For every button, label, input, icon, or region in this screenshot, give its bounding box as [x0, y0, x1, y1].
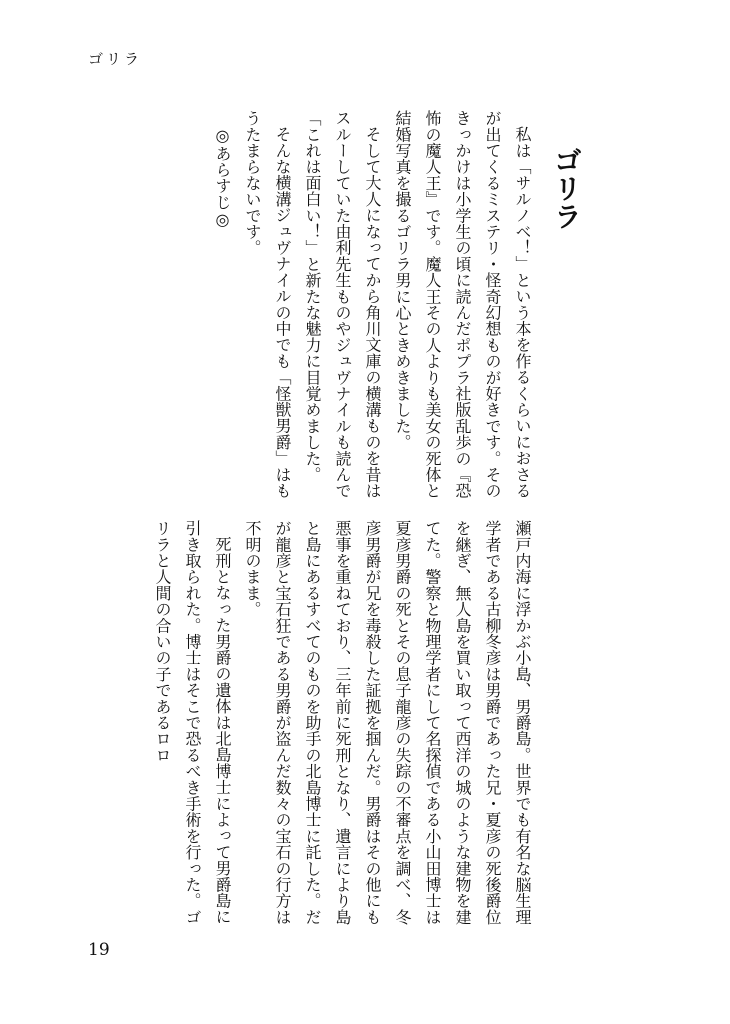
intro-paragraph-2: そして大人になってから角川文庫の横溝ものを昔はスルーしていた由利先生ものやジュヴナイルも読んで「これは面白い！」と新たな魅力に目覚めました。	[303, 110, 382, 499]
synopsis-paragraph-1: 瀬戸内海に浮かぶ小島、男爵島。世界でも有名な脳生理学者である古柳冬彦は男爵であった兄・夏彦の死後爵位を継ぎ、無人島を買い取って西洋の城のような建物を建てた。警察と物理学者にして名探偵である小山田博士は夏彦男爵の死とその息子龍彦の失踪の不審点を調べ、冬彦男爵が兄を毒殺した証拠を掴んだ。男爵はその他にも悪事を重ねており、三年前に死刑となり、遺言により島と島にあるすべてのものを助手の北島博士に託した。だが龍彦と宝石狂である男爵が盗んだ数々の宝石の行方は不明のまま。	[243, 520, 532, 925]
intro-text-block	[197, 110, 537, 510]
page-number: 19	[88, 940, 110, 960]
synopsis-text-block	[117, 520, 537, 940]
running-header: ゴリラ	[88, 50, 143, 68]
article-title: ゴリラ	[550, 146, 583, 230]
intro-paragraph-3: そんな横溝ジュヴナイルの中でも「怪獣男爵」はもうたまらないです。	[243, 110, 292, 499]
synopsis-paragraph-2: 死刑となった男爵の遺体は北島博士によって男爵島に引き取られた。博士はそこで恐るべき手術を行った。ゴリラと人間の合いの子であるロロ	[153, 520, 232, 925]
section-heading: ◎あらすじ◎	[213, 126, 232, 230]
intro-paragraph-1: 私は「サルノベ！」という本を作るくらいにおさるが出てくるミステリ・怪奇幻想ものが好きです。そのきっかけは小学生の頃に読んだポプラ社版乱歩の『恐怖の魔人王』です。魔人王その人よりも美女の死体と結婚写真を撮るゴリラ男に心ときめきました。	[393, 110, 532, 499]
